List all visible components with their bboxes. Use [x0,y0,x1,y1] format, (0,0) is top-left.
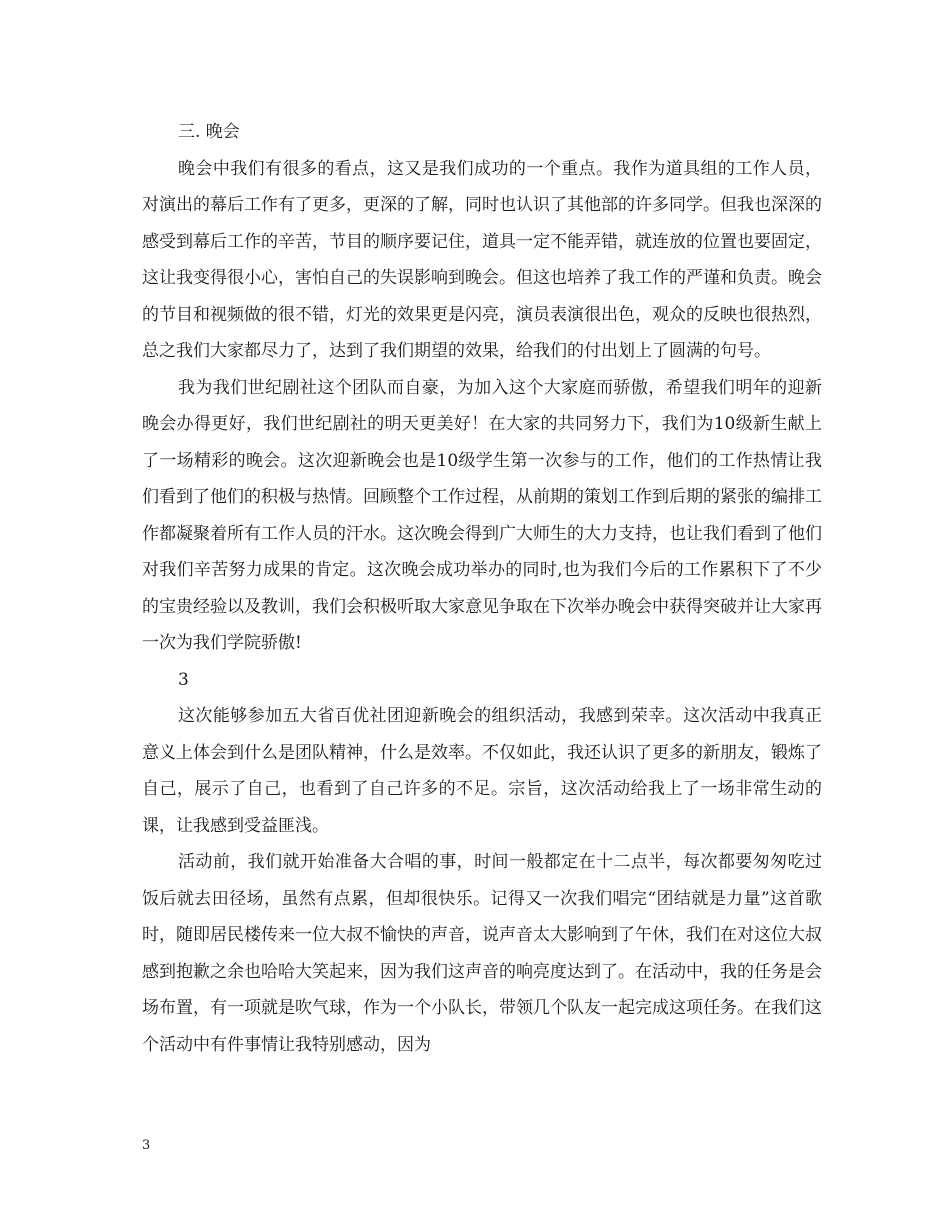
document-body [142,114,822,1063]
page-number: 3 [142,1138,151,1153]
item-number: 3 [178,669,189,690]
paragraph-evening-party: 晚会中我们有很多的看点，这又是我们成功的一个重点。我作为道具组的工作人员，对演出的幕后工作有了更多，更深的了解，同时也认识了其他部的许多同学。但我也深深的感受到幕后工作的辛苦，节目的顺序要记住，道具一定不能弄错，就连放的位置也要固定，这让我变得很小心，害怕自己的失误影响到晚会。但这也培养了我工作的严谨和负责。晚会的节目和视频做的很不错，灯光的效果更是闪亮，演员表演很出色，观众的反映也很热烈，总之我们大家都尽力了，达到了我们期望的效果，给我们的付出划上了圆满的句号。 [142,158,822,361]
paragraph-before-activity: 活动前，我们就开始准备大合唱的事，时间一般都定在十二点半，每次都要匆匆吃过饭后就去田径场，虽然有点累，但却很快乐。记得又一次我们唱完“团结就是力量”这首歌时，随即居民楼传来一位大叔不愉快的声音，说声音太大影响到了午休，我们在对这位大叔感到抱歉之余也哈哈大笑起来，因为我们这声音的响亮度达到了。在活动中，我的任务是会场布置，有一项就是吹气球，作为一个小队长，带领几个队友一起完成这项任务。在我们这个活动中有件事情让我特别感动，因为 [142,852,822,1055]
paragraph-organizing-activity: 这次能够参加五大省百优社团迎新晚会的组织活动，我感到荣幸。这次活动中我真正意义上体会到什么是团队精神，什么是效率。不仅如此，我还认识了更多的新朋友，锻炼了自己，展示了自己，也看到了自己许多的不足。宗旨，这次活动给我上了一场非常生动的课，让我感到受益匪浅。 [142,706,822,836]
paragraph-drama-club: 我为我们世纪剧社这个团队而自豪，为加入这个大家庭而骄傲，希望我们明年的迎新晚会办得更好，我们世纪剧社的明天更美好！在大家的共同努力下，我们为10级新生献上了一场精彩的晚会。这次迎新晚会也是10级学生第一次参与的工作，他们的工作热情让我们看到了他们的积极与热情。回顾整个工作过程，从前期的策划工作到后期的紧张的编排工作都凝聚着所有工作人员的汗水。这次晚会得到广大师生的大力支持，也让我们看到了他们对我们辛苦努力成果的肯定。这次晚会成功举办的同时,也为我们今后的工作累积下了不少的宝贵经验以及教训，我们会积极听取大家意见争取在下次举办晚会中获得突破并让大家再一次为我们学院骄傲! [142,377,822,653]
section-heading: 三. 晚会 [178,122,240,142]
